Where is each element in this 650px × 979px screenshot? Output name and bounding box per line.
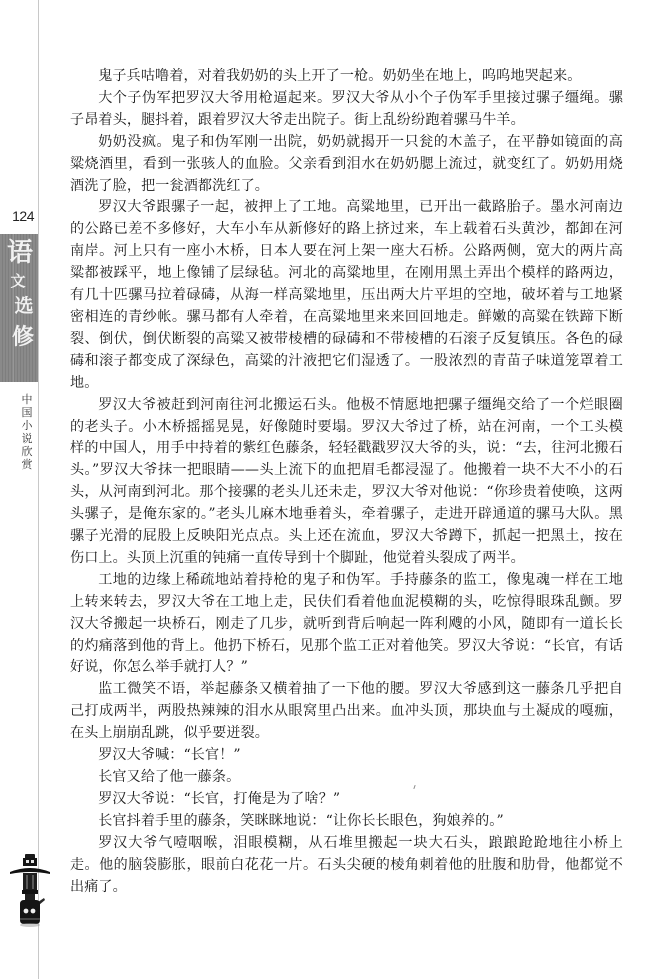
paragraph: 鬼子兵咕噜着，对着我奶奶的头上开了一枪。奶奶坐在地上，呜呜地哭起来。 [98,68,582,84]
paragraph: 罗汉大爷喊：“长官！” [98,747,241,764]
paragraph: 奶奶没疯。鬼子和伪军刚一出院，奶奶就揭开一只瓮的木盖子，在平静如镜面的高粱烧酒里，看到一张骇人的血脸。父亲看到泪水在奶奶腮上流过，就变红了。奶奶用烧酒洗了脸，把一瓮酒都洗红了。 [70,133,623,194]
paragraph: 长官又给了他一藤条。 [98,769,241,785]
subtitle-char: 中 [21,393,33,406]
subtitle-char: 说 [21,432,33,445]
series-title-block [0,234,38,382]
series-title-char: 语 [6,238,33,268]
paragraph: 工地的边缘上稀疏地站着持枪的鬼子和伪军。手持藤条的监工，像鬼魂一样在工地上转来转去，罗汉大爷在工地上走，民伕们看着他血泥模糊的头，吃惊得眼珠乱颤。罗汉大爷搬起一块桥石，刚走了几步，就听到背后响起一阵利飕的小风，随即有一道长长的灼痛落到他的背上。他扔下桥石，见那个监工正对着他笑。罗汉大爷说：“长官，有话好说，你怎么举手就打人？” [70,571,623,676]
page-number: 124 [12,208,34,224]
paragraph: 长官抖着手里的藤条，笑眯眯地说：“让你长长眼色，狗娘养的。” [98,812,504,829]
series-title-char: 选 [14,295,34,317]
subtitle-char: 欣 [21,445,33,458]
paragraph: 罗汉大爷说：“长官，打俺是为了啥？” [98,790,341,807]
series-title-char: 文 [10,272,26,290]
paragraph: 罗汉大爷气噎咽喉，泪眼模糊，从石堆里搬起一块大石头，踉踉跄跄地往小桥上走。他的脑袋膨胀，眼前白花花一片。石头尖硬的棱角刺着他的肚腹和肋骨，他都觉不出痛了。 [70,834,623,895]
subtitle-char: 国 [21,406,33,419]
series-title-char: 修 [11,324,34,350]
paragraph: 大个子伪军把罗汉大爷用枪逼起来。罗汉大爷从小个子伪军手里接过骡子缰绳。骡子昂着头，腿抖着，跟着罗汉大爷走出院子。街上乱纷纷跑着骡马牛羊。 [70,89,623,128]
paragraph: 罗汉大爷跟骡子一起，被押上了工地。高粱地里，已开出一截路胎子。墨水河南边的公路已差不多修好，大车小车从新修好的路上挤过来，车上载着石头黄沙，都卸在河南岸。河上只有一座小木桥，日本人要在河上架一座大石桥。公路两侧，宽大的两片高粱都被踩平，地上像铺了层绿毡。河北的高粱地里，在刚用黑土弄出个模样的路两边，有几十匹骡马拉着碌碡，从海一样高粱地里，压出两大片平坦的空地，破坏着与工地紧密相连的青纱帐。骡马都有人牵着，在高粱地里来来回回地走。鲜嫩的高粱在铁蹄下断裂、倒伏，倒伏断裂的高粱又被带棱槽的碌碡和不带棱槽的石滚子反复镇压。各色的碌碡和滚子都变成了深绿色，高粱的汁液把它们湿透了。一股浓烈的青苗子味道笼罩着工地。 [70,199,623,391]
series-title [6,234,36,350]
subtitle-char: 赏 [21,458,33,471]
paragraph: 监工微笑不语，举起藤条又横着抽了一下他的腰。罗汉大爷感到这一藤条几乎把自己打成两半，两股热辣辣的泪水从眼窝里凸出来。血冲头顶，那块血与土凝成的嘎痂，在头上崩崩乱跳，似乎要迸裂。 [70,681,623,742]
body-text [70,66,623,898]
book-subtitle [20,393,34,471]
subtitle-char: 小 [21,419,33,432]
paragraph: 罗汉大爷被赶到河南往河北搬运石头。他极不情愿地把骡子缰绳交给了一个烂眼圈的老头子。小木桥摇摇晃晃，好像随时要塌。罗汉大爷过了桥，站在河南，一个工头模样的中国人，用手中持着的紫红色藤条，轻轻戳戳罗汉大爷的头，说：“去，往河北搬石头。”罗汉大爷抹一把眼睛——头上流下的血把眉毛都浸湿了。他搬着一块不大不小的石头，从河南到河北。那个接骡的老头儿还未走，罗汉大爷对他说：“你珍贵着使唤，这两头骡子，是俺东家的。”老头儿麻木地垂着头，牵着骡子，走进开辟通道的骡马大队。黑骡子光滑的屁股上反映阳光点点。头上还在流血，罗汉大爷蹲下，抓起一把黑土，按在伤口上。头顶上沉重的钝痛一直传导到十个脚趾，他觉着头裂成了两半。 [70,396,623,566]
lantern-icon [8,852,52,932]
margin-rule [38,0,39,979]
